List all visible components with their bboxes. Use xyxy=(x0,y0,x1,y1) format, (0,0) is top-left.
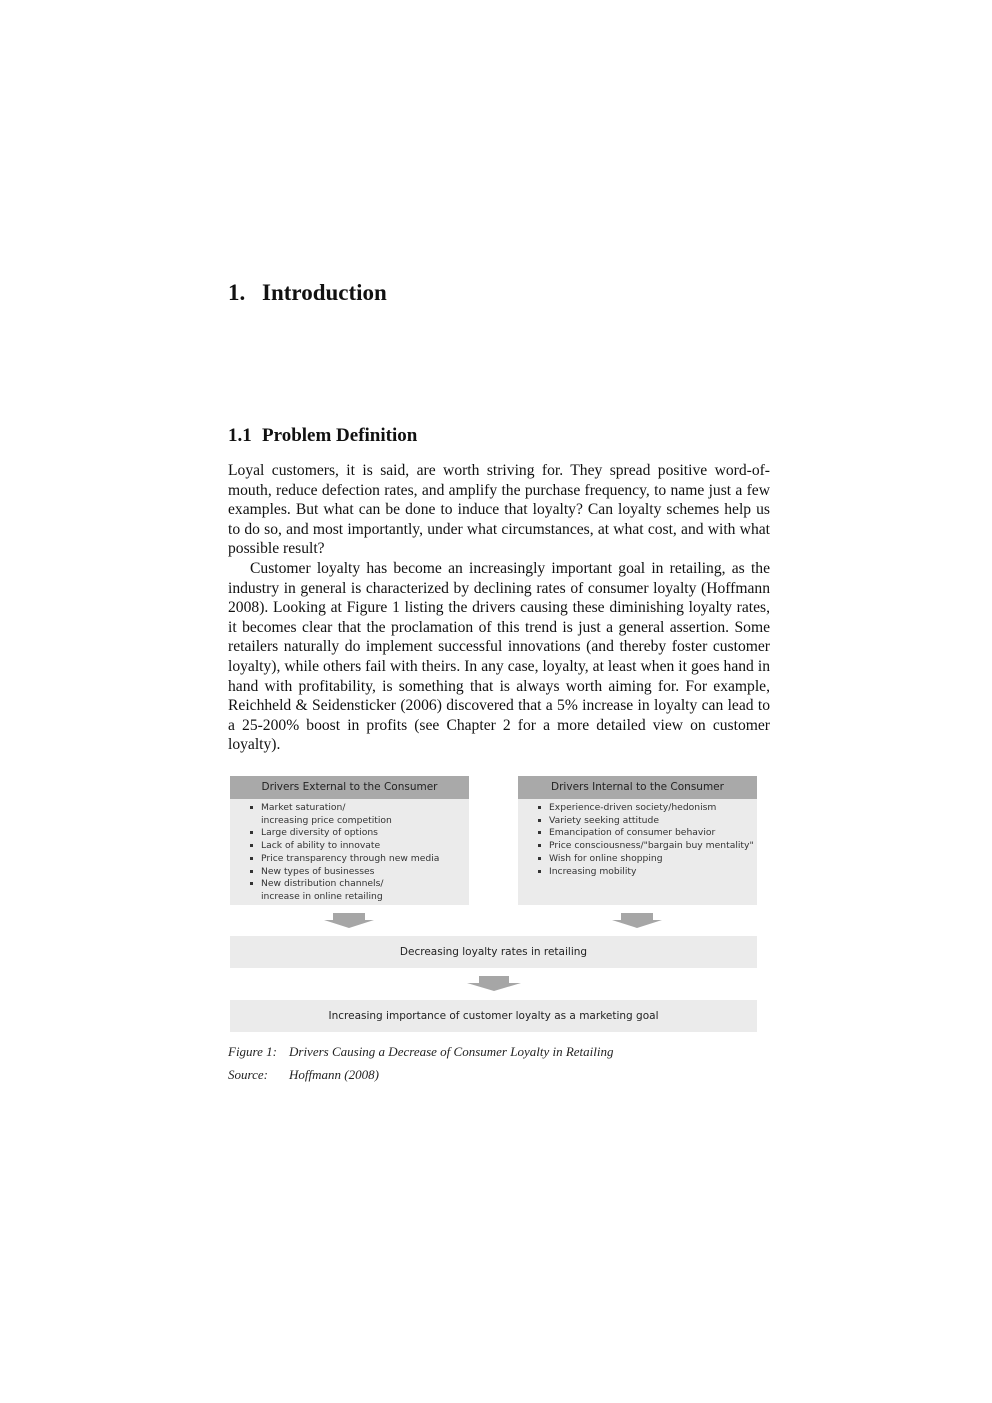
chapter-number: 1. xyxy=(228,280,246,305)
list-item: Emancipation of consumer behavior xyxy=(538,827,757,840)
down-arrow-icon xyxy=(612,913,662,929)
source-caption xyxy=(228,1067,379,1083)
decreasing-loyalty-box: Decreasing loyalty rates in retailing xyxy=(230,936,757,968)
increasing-importance-box: Increasing importance of customer loyalty as a marketing goal xyxy=(230,1000,757,1032)
list-item: New distribution channels/ increase in online retailing xyxy=(250,878,469,903)
list-item: Price transparency through new media xyxy=(250,853,469,866)
chapter-title xyxy=(228,280,387,306)
section-number: 1.1 xyxy=(228,425,252,446)
list-item: Price consciousness/"bargain buy mentality" xyxy=(538,840,757,853)
list-item: Increasing mobility xyxy=(538,866,757,879)
figure-caption xyxy=(228,1044,614,1060)
external-drivers-box xyxy=(230,776,469,905)
down-arrow-icon xyxy=(467,976,521,992)
list-item: Variety seeking attitude xyxy=(538,815,757,828)
figure-label: Figure 1: xyxy=(228,1044,277,1059)
list-item: Lack of ability to innovate xyxy=(250,840,469,853)
list-item-continuation: increasing price competition xyxy=(261,814,392,826)
internal-drivers-list xyxy=(518,802,757,878)
figure-caption-text: Drivers Causing a Decrease of Consumer Loyalty in Retailing xyxy=(289,1044,614,1059)
section-title-text: Problem Definition xyxy=(262,425,418,446)
figure-1 xyxy=(230,776,757,1032)
paragraph-2: Customer loyalty has become an increasingly important goal in retailing, as the industry in general is characterized by declining rates of consumer loyalty (Hoffmann 2008). Looking at Figure 1 listing the drivers causing these diminishing loyalty rates, it becomes clear that the proclamation of this trend is just a general assertion. Some retailers naturally do implement successful innovations (and thereby foster customer loyalty), while others fail with theirs. In any case, loyalty, at least when it goes hand in hand with profitability, is something that is always worth aiming for. For example, Reichheld & Seidensticker (2006) discovered that a 5% increase in loyalty can lead to a 25-200% boost in profits (see Chapter 2 for a more detailed view on customer loyalty). xyxy=(228,559,770,754)
list-item: Large diversity of options xyxy=(250,827,469,840)
body-text xyxy=(228,461,770,755)
external-drivers-list xyxy=(230,802,469,904)
external-drivers-header: Drivers External to the Consumer xyxy=(230,776,469,799)
paragraph-1: Loyal customers, it is said, are worth striving for. They spread positive word-of-mouth, reduce defection rates, and amplify the purchase frequency, to name just a few examples. But what can be done to induce that loyalty? Can loyalty schemes help us to do so, and most importantly, under what circumstances, at what cost, and with what possible result? xyxy=(228,462,770,558)
down-arrow-icon xyxy=(324,913,374,929)
list-item-continuation: increase in online retailing xyxy=(261,890,383,902)
list-item: Market saturation/ increasing price competition xyxy=(250,802,469,827)
list-item: Wish for online shopping xyxy=(538,853,757,866)
source-label: Source: xyxy=(228,1067,268,1082)
internal-drivers-box xyxy=(518,776,757,905)
list-item: New types of businesses xyxy=(250,866,469,879)
internal-drivers-header: Drivers Internal to the Consumer xyxy=(518,776,757,799)
chapter-title-text: Introduction xyxy=(262,280,387,305)
list-item: Experience-driven society/hedonism xyxy=(538,802,757,815)
section-title xyxy=(228,425,417,447)
source-text: Hoffmann (2008) xyxy=(289,1067,379,1082)
